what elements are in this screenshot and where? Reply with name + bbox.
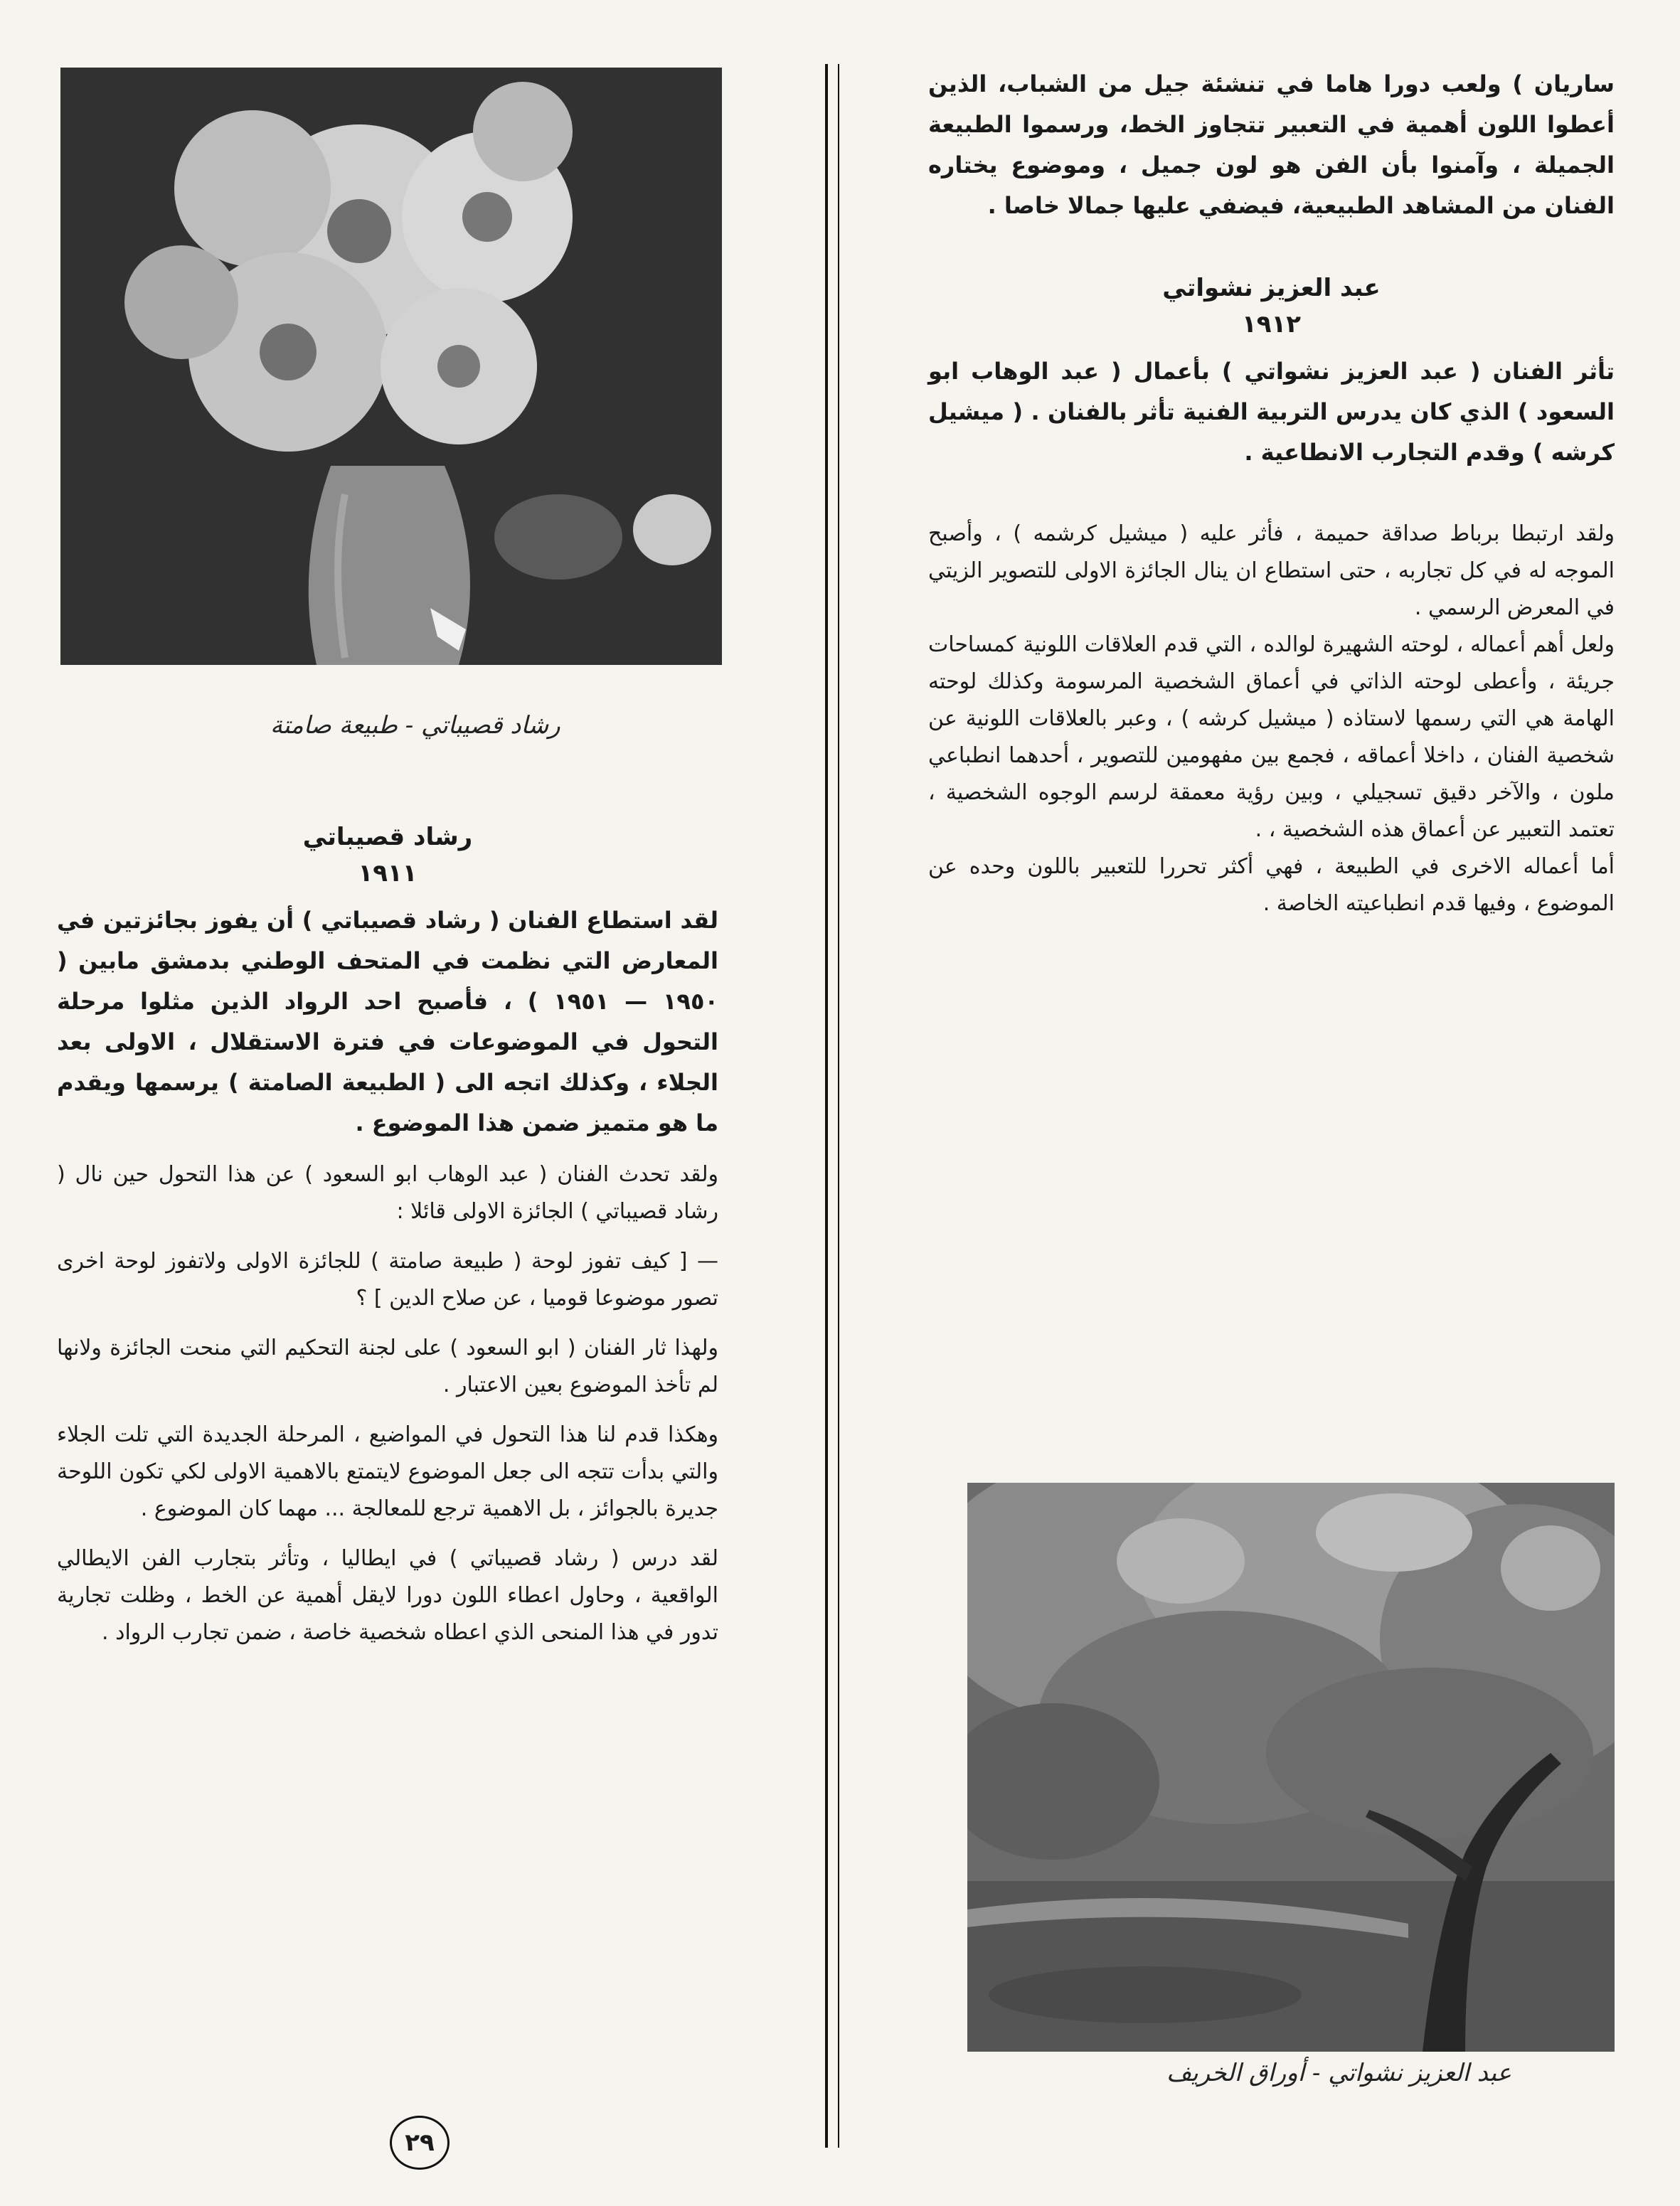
tree-landscape-painting <box>967 1483 1615 2052</box>
quote-paragraph: — [ كيف تفوز لوحة ( طبيعة صامتة ) للجائزة الاولى ولاتفوز لوحة اخرى تصور موضوعا قوميا ، عن صلاح الدين ] ؟ <box>57 1249 718 1311</box>
body-paragraph: ولقد ارتبطا برباط صداقة حميمة ، فأثر عليه ( ميشيل كرشمه ) ، وأصبح الموجه له في كل تجاربه ، حتى استطاع ان ينال الجائزة الاولى للتصوير الزيتي في المعرض الرسمي . <box>928 521 1615 620</box>
lead-paragraph-nashwati: تأثر الفنان ( عبد العزيز نشواتي ) بأعمال ( عبد الوهاب ابو السعود ) الذي كان يدرس التربية الفنية تأثر بالفنان . ( ميشيل كرشه ) وقدم التجارب الانطاعية . <box>928 358 1615 466</box>
section-year-nashwati: ١٩١٢ <box>1241 310 1301 339</box>
tree-landscape-caption: عبد العزيز نشواتي - أوراق الخريف <box>1166 2059 1511 2087</box>
body-paragraph: أما أعماله الاخرى في الطبيعة ، فهي أكثر تحررا للتعبير باللون وحده عن الموضوع ، وفيها قدم انطباعيته الخاصة . <box>928 854 1615 916</box>
right-column <box>928 64 1615 922</box>
body-paragraph: لقد درس ( رشاد قصيباتي ) في ايطاليا ، وتأثر بتجارب الفن الايطالي الواقعية ، وحاول اعطاء اللون دورا لايقل أهمية عن الخط ، وظلت تجارية تدور في هذا المنحى الذي اعطاه شخصية خاصة ، ضمن تجارب الرواد . <box>57 1546 718 1645</box>
body-paragraph: وهكذا قدم لنا هذا التحول في المواضيع ، المرحلة الجديدة التي تلت الجلاء والتي بدأت تتجه الى جعل الموضوع لايتمتع بالاهمية الاولى لكي تكون اللوحة جديرة بالجوائز ، بل الاهمية ترجع للمعالجة ... مهما كان الموضوع . <box>57 1422 718 1521</box>
left-column <box>57 818 718 1651</box>
section-heading-nashwati: عبد العزيز نشواتي <box>1162 274 1381 302</box>
section-year-qusaybati: ١٩١١ <box>358 859 418 888</box>
body-paragraph: ولقد تحدث الفنان ( عبد الوهاب ابو السعود ) عن هذا التحول حين نال ( رشاد قصيباتي ) الجائزة الاولى قائلا : <box>57 1162 718 1224</box>
intro-paragraph: ساريان ) ولعب دورا هاما في تنشئة جيل من الشباب، الذين أعطوا اللون أهمية في التعبير تتجاوز الخط، ورسموا الطبيعة الجميلة ، وآمنوا بأن الفن هو لون جميل ، وموضوع يختاره الفنان من المشاهد الطبيعية، فيضفي عليها جمالا خاصا . <box>928 70 1615 219</box>
body-paragraph: ولهذا ثار الفنان ( ابو السعود ) على لجنة التحكيم التي منحت الجائزة ولانها لم تأخذ الموضوع بعين الاعتبار . <box>57 1336 718 1397</box>
column-divider <box>825 64 839 2148</box>
page-number: ٢٩ <box>390 2116 450 2170</box>
still-life-caption: رشاد قصيباتي - طبيعة صامتة <box>270 711 560 740</box>
body-paragraph: ولعل أهم أعماله ، لوحته الشهيرة لوالده ، التي قدم العلاقات اللونية كمساحات جريئة ، وأعطى لوحته الذاتي في أعماق الشخصية المرسومة وكذلك لوحته الهامة هي التي رسمها لاستاذه ( ميشيل كرشه ) ، وعبر بالعلاقات اللونية عن شخصية الفنان ، داخلا أعماقه ، فجمع بين مفهومين للتصوير ، أحدهما انطباعي ملون ، والآخر دقيق تسجيلي ، وبين رؤية معمقة لرسم الوجوه الشخصية ، تعتمد التعبير عن أعماق هذه الشخصية ، . <box>928 632 1615 842</box>
still-life-painting <box>60 68 722 665</box>
lead-paragraph-qusaybati: لقد استطاع الفنان ( رشاد قصيباتي ) أن يفوز بجائزتين في المعارض التي نظمت في المتحف الوطني بدمشق مابين ( ١٩٥٠ — ١٩٥١ ) ، فأصبح احد الرواد الذين مثلوا مرحلة التحول في الموضوعات في فترة الاستقلال ، الاولى بعد الجلاء ، وكذلك اتجه الى ( الطبيعة الصامتة ) يرسمها ويقدم ما هو متميز ضمن هذا الموضوع . <box>57 907 719 1136</box>
section-heading-qusaybati: رشاد قصيباتي <box>302 823 473 851</box>
